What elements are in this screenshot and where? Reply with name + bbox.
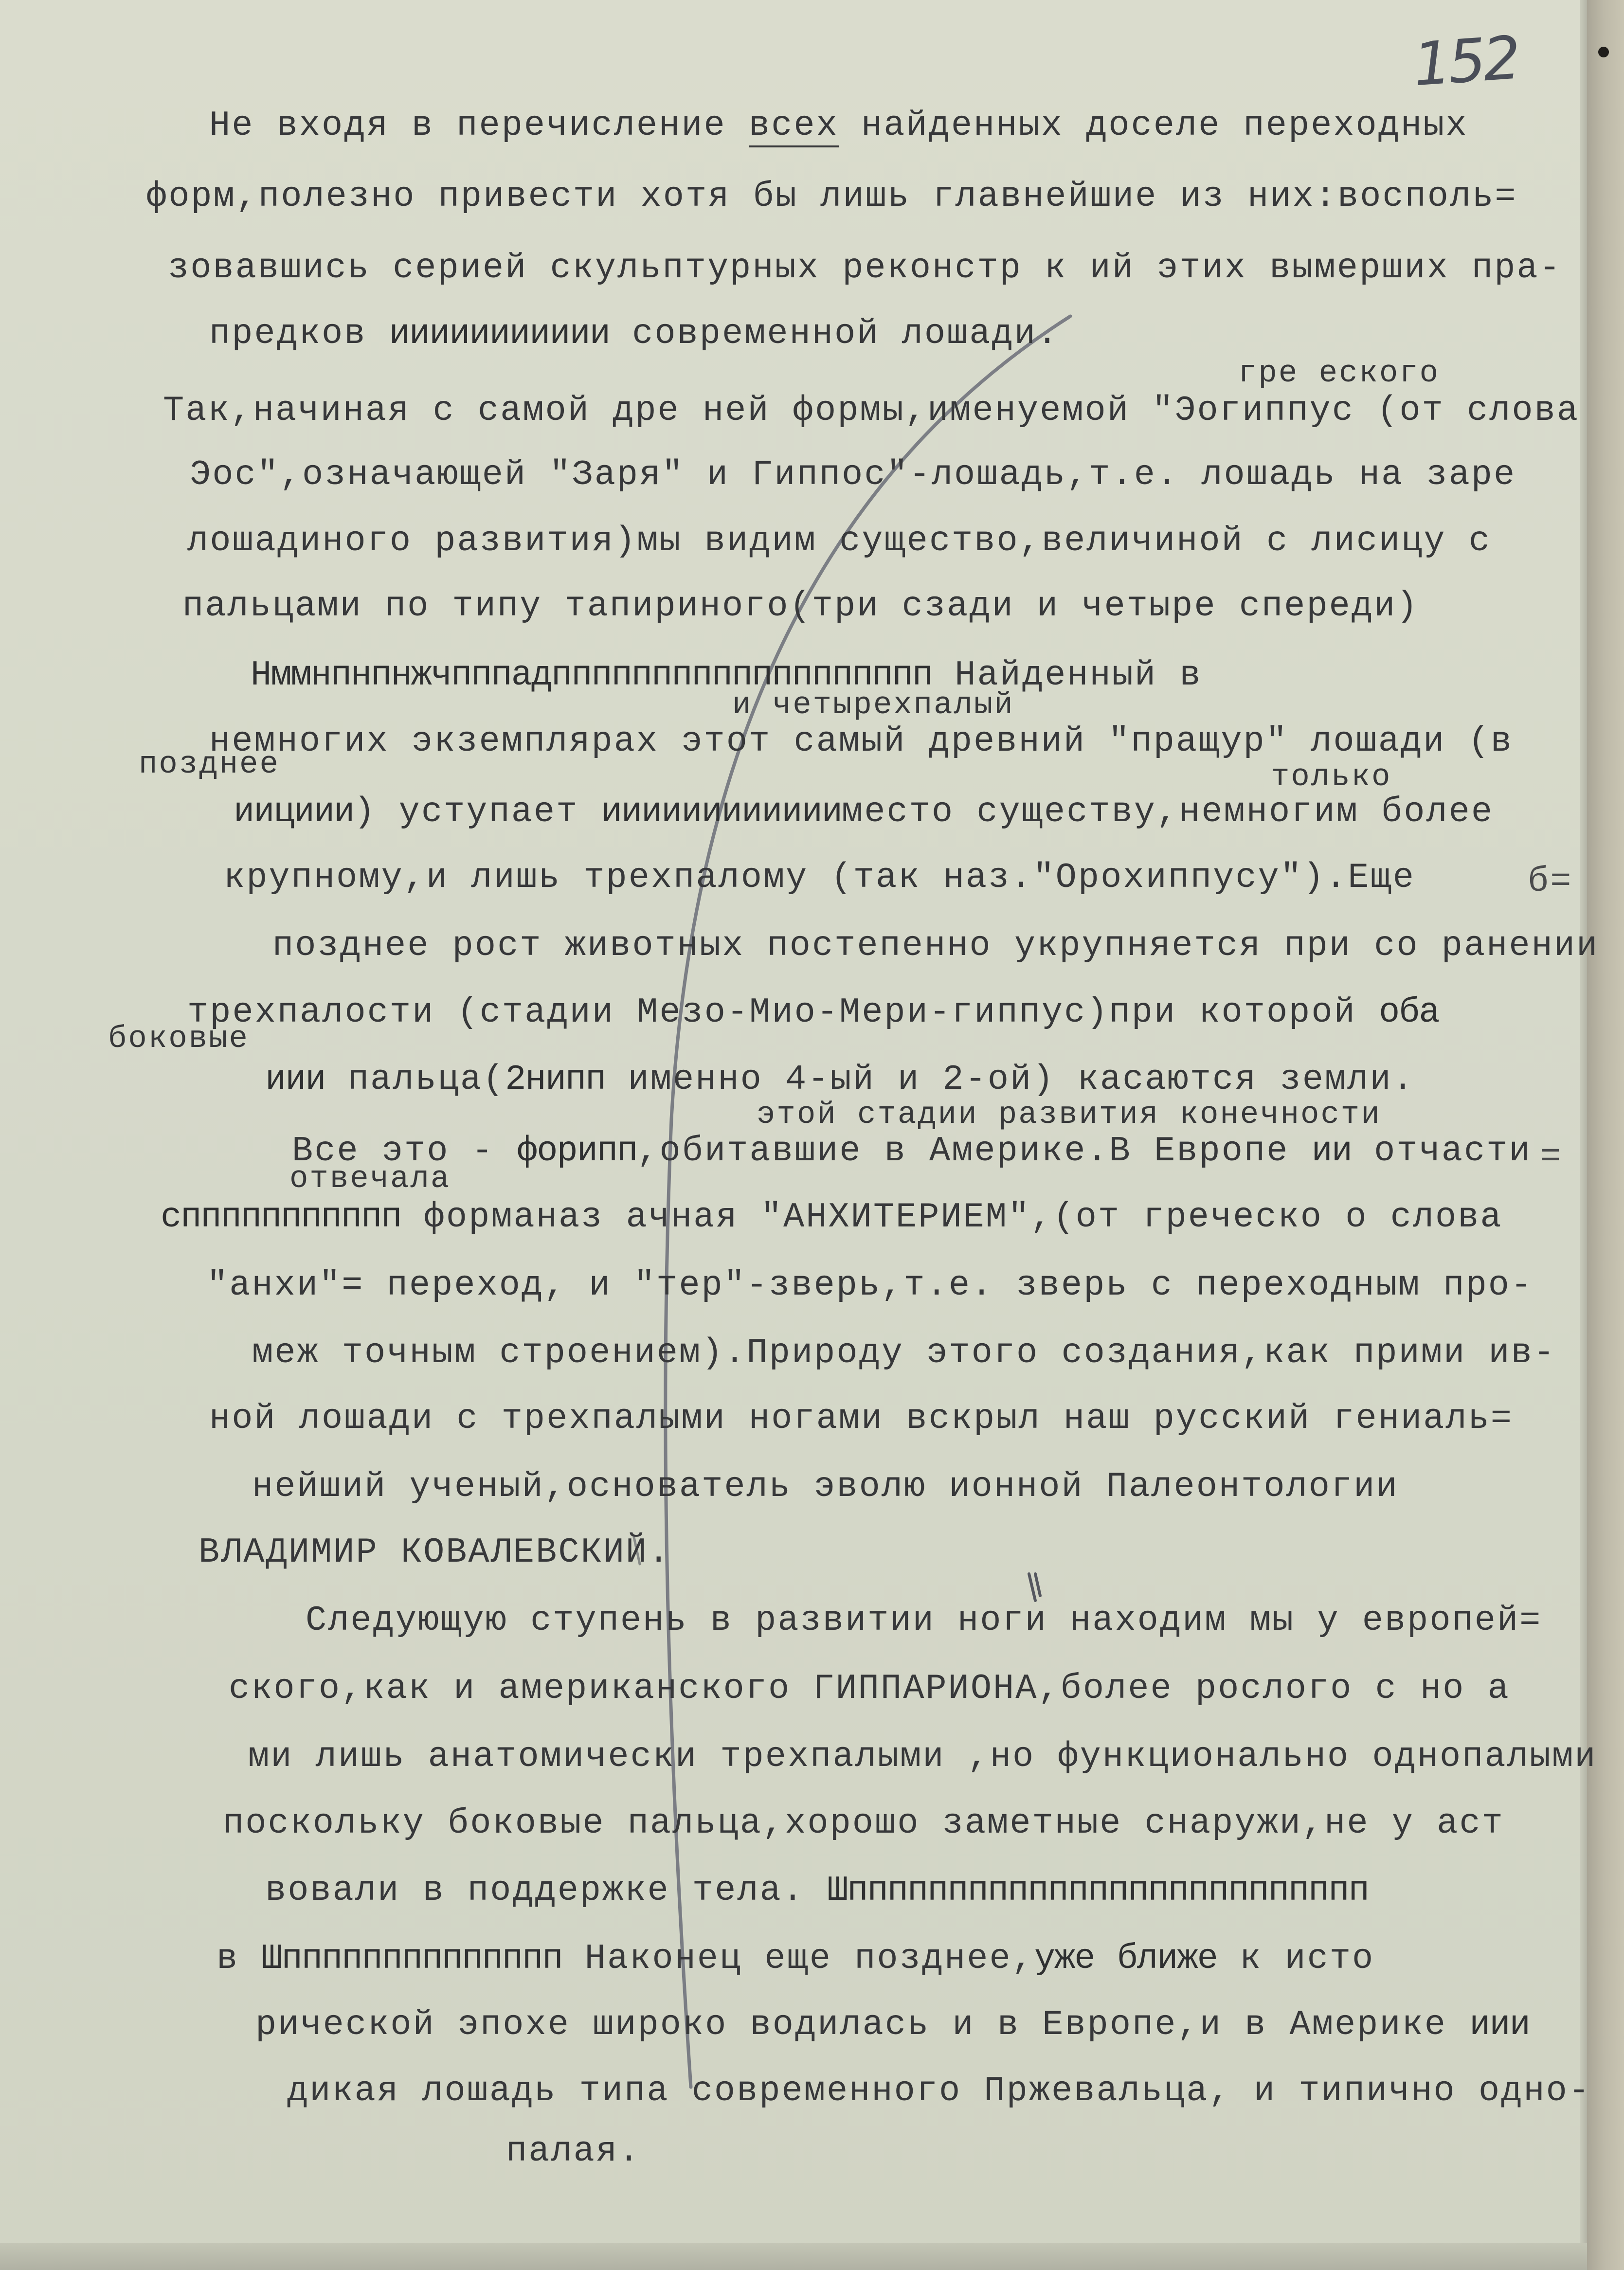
text-span: отчасти [1351,1131,1532,1171]
text-line-16 [292,1131,1532,1171]
inserted-text [1238,358,1440,389]
text-span: меж точным строением).Природу этого создания,как прими ив- [252,1333,1556,1373]
text-span: гре еского [1238,356,1440,391]
text-line-10 [209,721,1514,761]
text-span [1095,1939,1117,1979]
struck-out-text: сппппппппппп [161,1197,401,1237]
text-span: Так,начиная с самой дре ней формы,именуемой "Эогиппус (от слова [163,391,1580,431]
struck-out-text: Нммнпнпнжчпппадппппппппппппппппппп [251,655,933,695]
text-span: позднее рост животных постепенно укрупняется при со ранении [272,926,1599,966]
inserted-text [1271,762,1391,793]
text-line-14 [187,992,1439,1032]
text-line-20 [209,1399,1514,1439]
text-span: ,обитавшие в Америке.В Европе [637,1131,1312,1171]
struck-out-text: уже [1034,1939,1095,1979]
text-span: ми лишь анатомически трехпалыми ,но функционально однопалыми [248,1737,1597,1777]
text-line-9 [251,655,1202,695]
struck-out-text: иии [265,1060,325,1099]
struck-out-text: иии [1469,2005,1530,2045]
struck-out-text: форипп [517,1131,637,1171]
struck-out-text: ближе [1117,1939,1217,1979]
text-span: рической эпохе широко водилась и в Европе,и в Америке [255,2005,1470,2045]
text-span: ВЛАДИМИР КОВАЛЕВСКИЙ. [198,1532,671,1572]
text-line-23 [306,1603,1542,1638]
margin-mark [1540,1137,1563,1177]
struck-out-text: 2нипп [505,1060,606,1099]
text-line-2 [146,179,1517,214]
text-span: пальца( [325,1060,505,1099]
text-line-27 [265,1873,1369,1908]
text-line-11 [234,792,1494,832]
inserted-text [289,1164,451,1195]
text-line-30 [287,2071,1591,2111]
text-span: ) уступает [354,792,601,832]
struck-out-text: ииииииииииии [601,792,842,832]
text-span: = [1540,1137,1563,1177]
struck-out-text: иииииииииии [389,314,610,354]
text-span: место существу,немногим более [842,792,1494,832]
text-span: вовали в поддержке тела. [265,1871,828,1910]
text-span: пальцами по типу тапириного(три сзади и четыре спереди) [182,586,1419,626]
text-span: поскольку боковые пальца,хорошо заметные снаружи,не у аст [223,1803,1504,1843]
text-span: ского,как и американского ГИППАРИОНА,более рослого с но а [229,1669,1510,1709]
text-span: форма [401,1197,536,1237]
text-span: в [217,1939,262,1979]
text-line-5 [163,391,1580,431]
struck-out-text: оба [1378,992,1439,1032]
text-line-21 [252,1467,1399,1507]
text-line-6 [190,455,1516,495]
text-span: предков [209,314,389,354]
inserted-text [732,690,1014,721]
text-line-4 [209,314,1060,354]
text-span: этой стадии развития конечности [757,1098,1381,1133]
text-line-24 [229,1669,1510,1709]
folio-number: 152 [1411,23,1520,100]
text-span: наз ачная "АНХИТЕРИЕМ",(от греческо о слова [536,1197,1503,1237]
text-span: только [1271,760,1392,795]
struck-out-text: Шпппппппппппппппппппппппппп [827,1871,1369,1910]
inserted-text [757,1099,1381,1131]
text-span: Не входя в перечисление [209,106,749,145]
text-span: позднее [139,747,280,782]
text-span: дикая лошадь типа современного Пржевальца, и типично одно- [287,2071,1591,2111]
text-line-31 [506,2131,641,2171]
text-line-25 [248,1737,1597,1777]
text-line-13 [272,926,1599,966]
text-span: отвечала [289,1162,451,1197]
text-span: форм,полезно привести хотя бы лишь главнейшие из них:восполь= [146,177,1517,216]
text-line-17 [161,1197,1503,1237]
text-span: и четырехпалый [732,688,1014,723]
text-line-28 [217,1939,1375,1979]
text-span: трехпалости (стадии Мезо-Мио-Мери-гиппус)при которой [187,992,1379,1032]
struck-out-text: ии [1311,1131,1352,1171]
text-span: нейший ученый,основатель эволю ионной Палеонтологии [252,1467,1399,1507]
text-span: найденных доселе переходных [838,106,1468,145]
text-span: именно 4-ый и 2-ой) касаются земли. [605,1060,1415,1099]
text-line-18 [207,1265,1534,1305]
text-line-22 [198,1532,671,1572]
text-span: лошадиного развития)мы видим существо,величиной с лисицу с [187,521,1492,561]
text-span: б= [1528,862,1573,901]
text-line-12 [224,858,1415,898]
text-span: к исто [1217,1939,1375,1979]
text-span: Наконец еще позднее, [562,1939,1034,1979]
text-span: немногих экземплярах этот самый древний "пращур" лошади (в [209,721,1514,761]
struck-out-text: иициии [234,792,354,832]
text-span: Найденный в [932,655,1202,695]
inserted-text [108,1024,249,1055]
text-line-26 [223,1803,1504,1843]
text-span: Следующую ступень в развитии ноги находим мы у европей= [306,1601,1542,1640]
underlined-word: всех [749,106,839,147]
text-span: Все это - [292,1131,517,1171]
text-line-7 [187,521,1492,561]
margin-mark [1528,864,1572,899]
text-line-3 [168,248,1562,288]
text-span: зовавшись серией скульптурных реконстр к ий этих вымерших пра- [168,248,1562,288]
text-span: крупному,и лишь трехпалому (так наз."Орохиппусу").Еще [224,858,1415,898]
text-line-8 [182,586,1419,626]
text-span: палая. [506,2131,641,2171]
text-span: современной лошади. [609,314,1060,354]
inserted-text [139,749,280,780]
struck-out-text: Шпппппппппппппп [261,1939,562,1979]
text-line-29 [255,2005,1530,2045]
text-line-15 [265,1062,1415,1097]
text-span: ной лошади с трехпалыми ногами вскрыл наш русский гениаль= [209,1399,1514,1439]
text-span: "анхи"= переход, и "тер"-зверь,т.е. зверь с переходным про- [207,1265,1534,1305]
text-span: боковые [108,1022,249,1057]
text-span: Эос",означающей "Заря" и Гиппос"-лошадь,т.е. лошадь на заре [190,455,1516,495]
text-line-19 [252,1333,1556,1373]
text-line-1 [209,108,1468,143]
